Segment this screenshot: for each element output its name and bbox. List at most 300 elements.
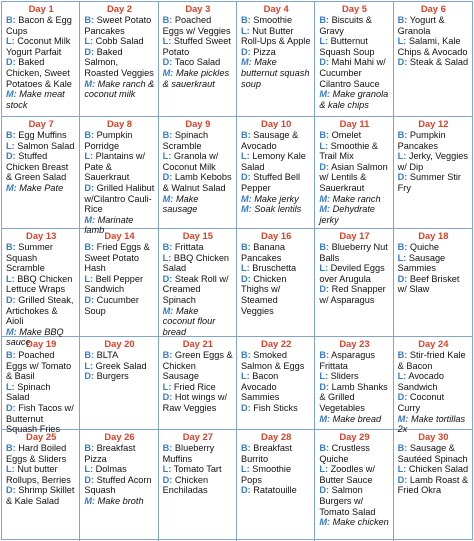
meal-label: L:: [6, 381, 15, 392]
meal-text: Steak Roll w/ Creamed Spinach: [162, 273, 229, 305]
meal-label: D:: [319, 381, 330, 392]
meal-text: Greek Salad: [95, 360, 147, 371]
meal-label: M:: [319, 517, 331, 528]
meal-text: Chicken Thighs w/ Steamed Veggies: [241, 273, 287, 316]
make-ahead-note: [319, 194, 389, 205]
meal-plan-grid: [1, 1, 473, 540]
meal-label: L:: [241, 464, 250, 475]
meal-label: B:: [6, 130, 16, 140]
make-ahead-note: [319, 89, 389, 110]
make-ahead-note: [6, 183, 76, 194]
meal-label: D:: [84, 294, 95, 305]
meal-text: Yogurt & Granola: [397, 15, 445, 36]
meal-label: M:: [241, 193, 252, 204]
lunch-item: [398, 371, 469, 392]
meal-text: Asian Salmon w/ Lentils & Sauerkraut: [319, 161, 388, 193]
breakfast-item: [241, 242, 311, 263]
meal-text: Bruschetta: [252, 263, 297, 274]
breakfast-item: [163, 443, 233, 464]
meal-text: Coconut Milk Yogurt Parfait: [6, 36, 71, 57]
dinner-item: [398, 392, 469, 413]
meal-text: Coconut Curry: [397, 392, 445, 413]
meal-label: L:: [241, 151, 250, 162]
lunch-item: [163, 253, 233, 274]
meal-label: L:: [397, 36, 407, 47]
dinner-item: [6, 295, 76, 327]
meal-label: B:: [241, 242, 251, 252]
breakfast-item: [6, 350, 76, 382]
lunch-item: [319, 141, 389, 162]
day-title: Day 8: [106, 118, 132, 129]
breakfast-item: [398, 443, 469, 464]
meal-label: B:: [162, 350, 173, 360]
meal-label: L:: [319, 263, 328, 274]
meal-text: Breakfast Burrito: [241, 443, 293, 464]
meal-text: Make pickles & sauerkraut: [162, 67, 230, 89]
dinner-item: [241, 172, 311, 193]
day-cell: [2, 337, 80, 435]
lunch-item: [241, 371, 311, 403]
lunch-item: [84, 361, 154, 372]
meal-text: Blueberry Muffins: [162, 443, 215, 464]
lunch-item: [241, 151, 311, 172]
breakfast-item: [241, 130, 311, 151]
breakfast-item: [163, 350, 233, 382]
day-cell: [80, 430, 158, 541]
day-title: Day 11: [339, 118, 370, 129]
day-cell: [394, 229, 472, 337]
meal-label: D:: [162, 172, 173, 183]
meal-label: D:: [397, 392, 408, 403]
meal-text: Avocado Sandwich: [397, 371, 444, 392]
meal-text: Stir-fried Kale & Bacon: [397, 350, 466, 371]
make-ahead-note: [319, 414, 389, 425]
meal-label: M:: [84, 78, 96, 89]
meal-label: B:: [397, 350, 408, 360]
meal-text: Omelet: [331, 130, 362, 140]
lunch-item: [163, 151, 233, 172]
lunch-item: [6, 36, 76, 57]
meal-label: L:: [241, 371, 250, 382]
meal-label: D:: [6, 294, 16, 305]
dinner-item: [319, 57, 389, 89]
day-title: Day 30: [418, 431, 449, 442]
dinner-item: [163, 475, 233, 496]
breakfast-item: [319, 130, 389, 141]
day-title: Day 10: [261, 118, 292, 129]
lunch-item: [163, 382, 233, 393]
day-cell: [394, 430, 472, 541]
meal-label: L:: [397, 464, 407, 475]
breakfast-item: [84, 130, 154, 151]
meal-label: L:: [162, 464, 172, 475]
meal-label: L:: [84, 36, 93, 47]
meal-text: Egg Muffins: [18, 130, 67, 140]
meal-label: B:: [6, 242, 16, 252]
meal-label: M:: [397, 413, 409, 424]
meal-label: L:: [6, 273, 15, 284]
meal-text: Plantains w/ Pate & Sauerkraut: [84, 151, 146, 183]
meal-label: M:: [319, 89, 331, 100]
dinner-item: [241, 47, 311, 58]
breakfast-item: [6, 15, 76, 36]
day-cell: [80, 2, 158, 117]
breakfast-item: [6, 130, 76, 141]
meal-label: B:: [162, 242, 173, 252]
meal-text: Breakfast Pizza: [84, 443, 136, 464]
meal-text: Frittata: [174, 242, 204, 252]
meal-label: L:: [241, 25, 250, 36]
meal-text: Mahi Mahi w/ Cucumber Cilantro Sauce: [319, 57, 386, 89]
lunch-item: [319, 371, 389, 382]
day-cell: [2, 2, 80, 117]
meal-text: Salami, Kale Chips & Avocado: [397, 36, 468, 57]
meal-label: D:: [241, 172, 251, 183]
day-cell: [237, 2, 315, 117]
meal-label: D:: [241, 273, 251, 284]
meal-text: Lamb Kebobs & Walnut Salad: [162, 172, 232, 193]
meal-label: B:: [162, 443, 173, 453]
day-title: Day 23: [339, 338, 370, 349]
meal-label: L:: [84, 360, 93, 371]
dinner-item: [319, 485, 389, 517]
day-title: Day 15: [182, 230, 213, 241]
day-cell: [2, 117, 80, 229]
meal-label: D:: [6, 402, 16, 413]
day-title: Day 6: [420, 3, 446, 14]
make-ahead-note: [163, 306, 233, 338]
meal-label: D:: [6, 151, 16, 162]
meal-label: M:: [162, 305, 174, 316]
meal-text: Nut Butter Roll-Ups & Apple: [241, 25, 311, 47]
meal-label: D:: [162, 392, 173, 403]
meal-label: M:: [319, 204, 331, 215]
dinner-item: [319, 162, 389, 194]
meal-label: B:: [319, 443, 330, 453]
meal-label: D:: [84, 474, 95, 485]
breakfast-item: [398, 350, 469, 371]
make-ahead-note: [163, 68, 233, 89]
meal-label: M:: [319, 193, 331, 204]
meal-text: Smoothie Pops: [241, 464, 292, 485]
dinner-item: [319, 382, 389, 414]
meal-text: Zoodles w/ Butter Sauce: [319, 464, 375, 485]
meal-label: L:: [84, 273, 93, 284]
day-cell: [237, 117, 315, 229]
dinner-item: [84, 47, 154, 79]
meal-text: Granola w/ Coconut Milk: [162, 151, 219, 172]
make-ahead-note: [241, 194, 311, 205]
meal-text: Make butternut squash soup: [241, 57, 310, 89]
meal-label: B:: [162, 15, 173, 25]
dinner-item: [241, 274, 311, 316]
meal-label: M:: [162, 193, 174, 204]
meal-label: B:: [84, 130, 95, 140]
meal-label: L:: [241, 263, 250, 274]
meal-text: Biscuits & Gravy: [319, 15, 372, 36]
meal-text: Shrimp Skillet & Kale Salad: [6, 485, 75, 506]
day-cell: [237, 430, 315, 541]
meal-text: Make broth: [97, 495, 144, 506]
meal-text: BBQ Chicken Salad: [162, 252, 230, 274]
meal-label: M:: [241, 57, 252, 68]
meal-text: Dolmas: [95, 464, 127, 475]
meal-label: L:: [319, 371, 328, 382]
day-title: Day 5: [341, 3, 367, 14]
meal-text: Make jerky: [254, 193, 299, 204]
lunch-item: [84, 274, 154, 295]
breakfast-item: [6, 443, 76, 464]
day-title: Day 28: [261, 431, 292, 442]
lunch-item: [84, 36, 154, 47]
make-ahead-note: [84, 79, 154, 100]
meal-text: Summer Squash Scramble: [6, 242, 53, 274]
lunch-item: [241, 464, 311, 485]
meal-label: L:: [6, 36, 15, 47]
meal-label: D:: [319, 57, 330, 68]
make-ahead-note: [241, 204, 311, 215]
meal-label: B:: [241, 130, 251, 140]
day-cell: [315, 2, 393, 117]
meal-label: B:: [319, 350, 330, 360]
meal-label: D:: [84, 46, 95, 57]
meal-text: Smoothie: [253, 15, 293, 25]
meal-text: Spinach Salad: [6, 381, 51, 403]
day-cell: [394, 337, 472, 435]
lunch-item: [6, 274, 76, 295]
day-cell: [80, 229, 158, 337]
meal-label: D:: [6, 57, 16, 68]
meal-label: D:: [319, 161, 330, 172]
meal-label: M:: [84, 495, 96, 506]
breakfast-item: [241, 15, 311, 26]
lunch-item: [319, 263, 389, 284]
meal-label: L:: [162, 36, 172, 47]
meal-label: B:: [162, 130, 173, 140]
meal-text: Lemony Kale Salad: [241, 151, 306, 172]
meal-text: Bacon Avocado Sammies: [241, 371, 280, 403]
breakfast-item: [319, 242, 389, 263]
day-title: Day 29: [339, 431, 370, 442]
dinner-item: [241, 403, 311, 414]
day-title: Day 20: [104, 338, 135, 349]
make-ahead-note: [6, 89, 76, 110]
meal-text: Sausage & Sautéed Spinach: [397, 443, 468, 464]
dinner-item: [398, 172, 469, 193]
day-title: Day 12: [418, 118, 449, 129]
meal-text: Hot wings w/ Raw Veggies: [162, 392, 228, 413]
meal-label: D:: [397, 273, 408, 284]
meal-label: D:: [241, 46, 251, 57]
meal-label: B:: [84, 242, 95, 252]
dinner-item: [398, 475, 469, 496]
meal-label: B:: [84, 443, 95, 453]
day-cell: [315, 229, 393, 337]
meal-label: D:: [397, 474, 408, 485]
meal-text: Cucumber Soup: [84, 294, 139, 316]
meal-text: Chicken Enchiladas: [162, 474, 209, 496]
day-title: Day 18: [418, 230, 449, 241]
meal-label: M:: [241, 204, 252, 215]
dinner-item: [84, 295, 154, 316]
meal-text: Make granola & kale chips: [319, 89, 389, 110]
meal-label: M:: [6, 89, 17, 100]
dinner-item: [6, 485, 76, 506]
meal-text: Steak & Salad: [409, 57, 469, 68]
dinner-item: [84, 371, 154, 382]
meal-text: Stuffed Acorn Squash: [84, 474, 152, 496]
meal-text: Make tortillas 2x: [397, 413, 466, 435]
breakfast-item: [241, 443, 311, 464]
meal-label: L:: [6, 140, 15, 151]
meal-text: Baked Salmon, Roasted Veggies: [84, 46, 154, 78]
day-title: Day 21: [182, 338, 213, 349]
meal-label: D:: [241, 402, 251, 413]
breakfast-item: [398, 242, 469, 253]
meal-text: Soak lentils: [254, 204, 302, 215]
make-ahead-note: [163, 194, 233, 215]
meal-text: Asparagus Frittata: [319, 350, 376, 371]
meal-text: Hard Boiled Eggs & Sliders: [6, 443, 67, 464]
meal-label: L:: [162, 381, 172, 392]
meal-label: L:: [319, 464, 328, 475]
meal-text: Fish Tacos w/ Butternut Squash Fries: [6, 402, 74, 435]
meal-label: B:: [6, 350, 16, 360]
meal-label: B:: [397, 130, 408, 140]
day-title: Day 7: [28, 118, 54, 129]
meal-text: Lamb Shanks & Grilled Vegetables: [319, 381, 388, 413]
lunch-item: [398, 464, 469, 475]
meal-text: Fish Sticks: [253, 402, 298, 413]
breakfast-item: [6, 242, 76, 274]
meal-label: D:: [84, 371, 95, 382]
meal-text: Fried Rice: [173, 381, 216, 392]
meal-text: Fried Eggs & Sweet Potato Hash: [84, 242, 150, 274]
meal-label: D:: [84, 182, 95, 193]
lunch-item: [398, 151, 469, 172]
meal-label: L:: [319, 140, 328, 151]
day-cell: [394, 2, 472, 117]
meal-label: D:: [162, 474, 173, 485]
meal-label: L:: [397, 252, 407, 263]
lunch-item: [398, 36, 469, 57]
meal-text: Stuffed Sweet Potato: [162, 36, 231, 57]
lunch-item: [6, 464, 76, 485]
meal-label: D:: [319, 485, 330, 496]
day-title: Day 19: [26, 338, 57, 349]
meal-text: Deviled Eggs over Arugula: [319, 263, 385, 284]
make-ahead-note: [319, 517, 389, 528]
meal-label: D:: [6, 485, 16, 496]
meal-label: L:: [162, 151, 172, 162]
dinner-item: [241, 485, 311, 496]
day-cell: [315, 337, 393, 430]
dinner-item: [398, 57, 469, 68]
meal-label: B:: [319, 242, 330, 252]
meal-text: Poached Eggs w/ Veggies: [162, 15, 231, 36]
day-title: Day 24: [418, 338, 449, 349]
day-cell: [394, 117, 472, 229]
meal-label: L:: [84, 151, 93, 162]
meal-text: Poached Eggs w/ Tomato & Basil: [6, 350, 72, 382]
meal-label: D:: [397, 57, 408, 68]
make-ahead-note: [84, 496, 154, 507]
meal-text: Make BBQ sauce: [6, 326, 64, 348]
meal-label: M:: [319, 413, 331, 424]
meal-label: B:: [84, 350, 95, 360]
day-cell: [2, 430, 80, 541]
meal-label: B:: [241, 15, 251, 25]
lunch-item: [241, 263, 311, 274]
dinner-item: [163, 392, 233, 413]
day-cell: [159, 430, 237, 541]
breakfast-item: [163, 130, 233, 151]
meal-label: M:: [6, 182, 17, 193]
meal-text: Dehydrate jerky: [319, 204, 375, 225]
meal-text: Make meat stock: [6, 89, 65, 110]
meal-label: B:: [241, 350, 251, 360]
meal-text: Make chicken: [332, 517, 389, 528]
dinner-item: [6, 151, 76, 183]
meal-text: Make ranch: [332, 193, 381, 204]
meal-text: Blueberry Nut Balls: [319, 242, 388, 263]
lunch-item: [84, 151, 154, 183]
meal-text: Make Pate: [19, 182, 64, 193]
day-cell: [315, 117, 393, 229]
lunch-item: [398, 253, 469, 274]
meal-text: Banana Pancakes: [241, 242, 285, 263]
meal-label: B:: [241, 443, 251, 453]
day-cell: [159, 337, 237, 430]
dinner-item: [163, 57, 233, 68]
breakfast-item: [163, 242, 233, 253]
breakfast-item: [319, 443, 389, 464]
day-title: Day 17: [339, 230, 370, 241]
breakfast-item: [241, 350, 311, 371]
make-ahead-note: [241, 57, 311, 89]
breakfast-item: [398, 15, 469, 36]
meal-label: L:: [397, 371, 407, 382]
lunch-item: [241, 26, 311, 47]
breakfast-item: [163, 15, 233, 36]
dinner-item: [163, 274, 233, 306]
meal-label: L:: [6, 464, 15, 475]
breakfast-item: [84, 350, 154, 361]
dinner-item: [84, 183, 154, 215]
meal-text: Make sausage: [162, 193, 199, 215]
lunch-item: [6, 141, 76, 152]
meal-label: B:: [397, 443, 408, 453]
day-title: Day 14: [104, 230, 135, 241]
meal-text: Pumpkin Pancakes: [397, 130, 446, 151]
breakfast-item: [84, 242, 154, 274]
day-title: Day 25: [26, 431, 57, 442]
meal-text: Summer Stir Fry: [397, 172, 461, 193]
meal-label: D:: [397, 172, 408, 183]
lunch-item: [319, 464, 389, 485]
day-cell: [159, 229, 237, 337]
day-title: Day 16: [261, 230, 292, 241]
meal-text: Sweet Potato Pancakes: [84, 15, 152, 36]
meal-label: D:: [241, 485, 251, 496]
meal-text: Tomato Tart: [173, 464, 222, 475]
meal-label: B:: [397, 15, 408, 25]
meal-label: L:: [162, 252, 172, 263]
lunch-item: [163, 36, 233, 57]
meal-label: M:: [6, 326, 17, 337]
day-cell: [237, 229, 315, 337]
meal-label: D:: [162, 273, 173, 284]
